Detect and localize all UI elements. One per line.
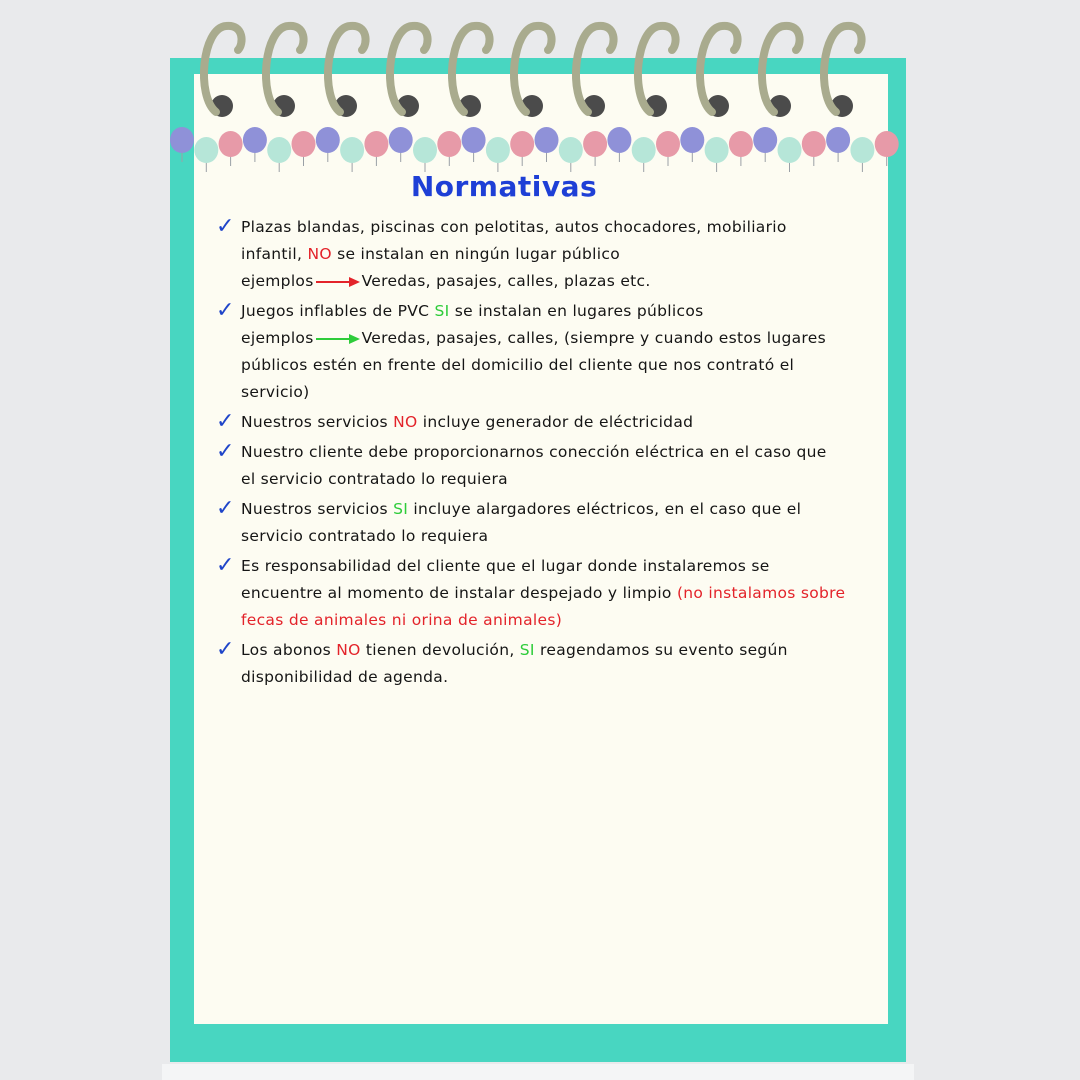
warning-note: (no instalamos sobre fecas de animales ni orina de animales) xyxy=(241,584,846,629)
check-icon: ✓ xyxy=(216,637,235,662)
check-icon: ✓ xyxy=(216,214,235,239)
check-icon: ✓ xyxy=(216,439,235,464)
page-title: Normativas xyxy=(410,170,598,203)
green-arrow-icon xyxy=(316,333,360,345)
check-icon: ✓ xyxy=(216,553,235,578)
rule-item: ✓ Plazas blandas, piscinas con pelotitas, autos chocadores, mobiliario infantil, NO se instalan en ningún lugar público ejemplos Veredas, pasajes, calles, plazas etc. xyxy=(216,214,787,290)
no-highlight: NO xyxy=(336,641,361,659)
rule-item: ✓ Los abonos NO tienen devolución, SI reagendamos su evento según disponibilidad de agenda. xyxy=(216,637,788,686)
page-shadow xyxy=(162,1064,914,1080)
example-label: ejemplos xyxy=(241,272,314,290)
rule-item: ✓ Juegos inflables de PVC SI se instalan en lugares públicos ejemplos Veredas, pasajes, calles, (siempre y cuando estos lugares públicos estén en frente del domicilio del cliente que nos contrató el servicio) xyxy=(216,298,826,401)
check-icon: ✓ xyxy=(216,409,235,434)
check-icon: ✓ xyxy=(216,496,235,521)
si-highlight: SI xyxy=(434,302,450,320)
rules-list xyxy=(216,214,846,694)
si-highlight: SI xyxy=(393,500,409,518)
example-label: ejemplos xyxy=(241,329,314,347)
no-highlight: NO xyxy=(393,413,418,431)
rule-item: ✓ Nuestros servicios NO incluye generador de eléctricidad xyxy=(216,409,694,434)
rule-item: ✓ Es responsabilidad del cliente que el lugar donde instalaremos se encuentre al momento de instalar despejado y limpio (no instalamos sobre fecas de animales ni orina de animales) xyxy=(216,553,846,629)
red-arrow-icon xyxy=(316,276,360,288)
rule-item: ✓ Nuestro cliente debe proporcionarnos conección eléctrica en el caso que el servicio contratado lo requiera xyxy=(216,439,827,488)
check-icon: ✓ xyxy=(216,298,235,323)
no-highlight: NO xyxy=(307,245,332,263)
rule-item: ✓ Nuestros servicios SI incluye alargadores eléctricos, en el caso que el servicio contratado lo requiera xyxy=(216,496,802,545)
si-highlight: SI xyxy=(519,641,535,659)
